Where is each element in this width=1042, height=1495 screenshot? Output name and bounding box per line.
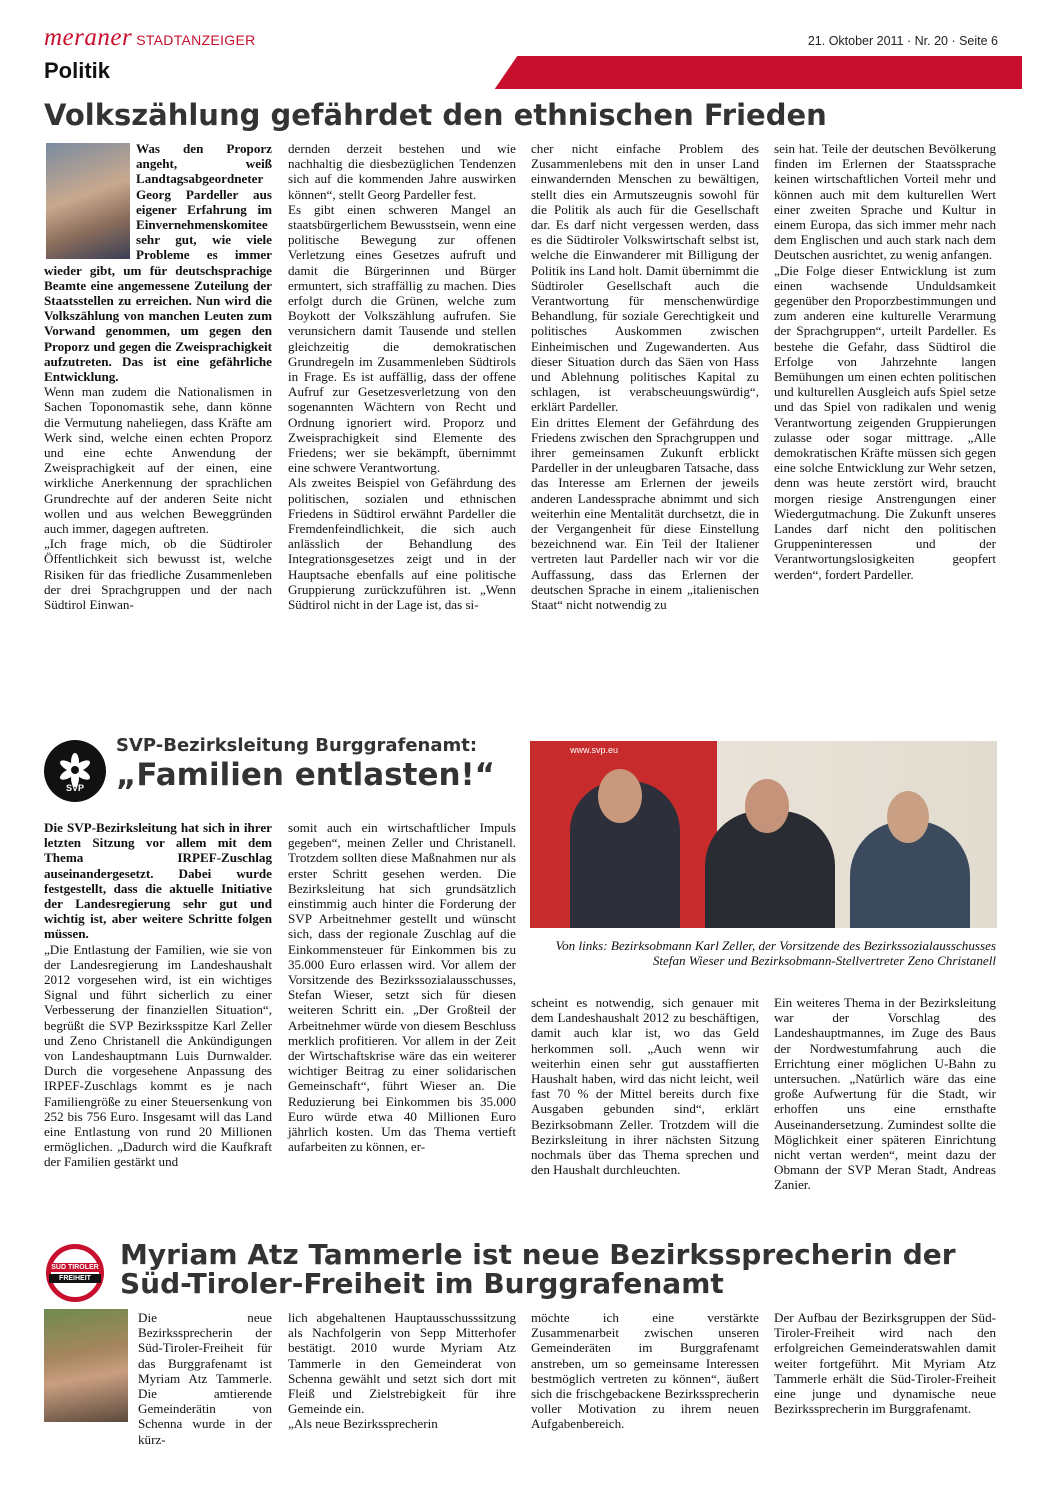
article1-headline: Volkszählung gefährdet den ethnischen Frieden [44, 98, 827, 132]
person-head [745, 779, 789, 833]
atz-tammerle-portrait [44, 1309, 128, 1422]
article1-paragraph: dernden derzeit bestehen und wie nachhaltig die diesbezüglichen Tendenzen sich auf die kommenden Jahre auswirken können“, stellt Georg Pardeller fest. [288, 141, 516, 202]
article1-paragraph: Ein drittes Element der Gefährdung des Friedens zwischen den Sprachgruppen und ihrer gemeinsamen Zukunft erblickt Pardeller in der unleugbaren Tatsache, dass das Interesse am Erlernen der jeweils anderen Landessprache abnimmt und sich weiterhin eine Mentalität durchsetzt, die in der Vergangenheit für diese Einstellung bezeichnend war. Ein Teil der Italiener vertreten laut Pardeller nach wir vor die Auffassung, dass das Erlernen der deutschen Sprache in einem „italienischen Staat“ nicht notwendig zu [531, 414, 759, 613]
article2-paragraph: Ein weiteres Thema in der Bezirksleitung war der Vorschlag des Landeshauptmannes, im Zuge des Baus der Nordwestumfahrung auch die Errichtung einer möglichen U-Bahn zu untersuchen. „Natürlich wäre das eine große Aufwertung für die Stadt, wir erhoffen uns eine ernsthafte Auseinandersetzung. Zumindest sollte die Möglichkeit einer späteren Einrichtung nicht vertan werden“, meint dazu der Obmann der SVP Meran Stadt, Andreas Zanier. [774, 995, 996, 1193]
article3-col1 [138, 1310, 272, 1447]
article2-col3 [531, 995, 759, 1177]
logo-line2: FREIHEIT [49, 1274, 101, 1283]
svp-logo [44, 740, 106, 802]
masthead-name: meraner [44, 24, 133, 51]
article1-col1 [44, 141, 272, 612]
article2-paragraph: „Die Entlastung der Familien, wie sie von der Landesregierung im Landeshaushalt 2012 vorgesehen wird, ist ein wichtiges Signal und führt sicherlich zu einer Verbesserung der finanziellen Situation“, begrüßt die SVP Bezirksspitze Karl Zeller und Zeno Christanell die Ankündigungen von Landeshauptmann Luis Durnwalder. Durch die vorgesehene Anpassung des IRPEF-Zuschlags kommt es je nach Familiengröße zu einer Steuersenkung von 252 bis 756 Euro. Insgesamt will das Land eine Entlastung von rund 20 Millionen ermöglichen. „Dadurch wird die Kaufkraft der Familien gestärkt und [44, 941, 272, 1170]
article1-lede: Was den Proporz angeht, weiß Landtagsabgeordneter Georg Pardeller aus eigener Erfahrung im Einvernehmenskomitee sehr gut, wie viele Probleme es immer wieder gibt, um für deutschsprachige Beamte eine angemessene Zuteilung der Staatsstellen zu erreichen. Nun wird die Volkszählung von manchen Leuten zum Vorwand genommen, um gegen den Proporz und gegen die Zweisprachigkeit aufzutreten. Das ist eine gefährliche Entwicklung. [44, 141, 272, 385]
photo-caption: Von links: Bezirksobmann Karl Zeller, der Vorsitzende des Bezirkssozialausschusses Stefan Wieser und Bezirksobmann-Stellvertreter Zeno Christanell [555, 938, 996, 969]
article2-lede: Die SVP-Bezirksleitung hat sich in ihrer letzten Sitzung vor allem mit dem Thema IRPEF-Zuschlag auseinandergesetzt. Dabei wurde festgestellt, dass die aktuelle Initiative der Landesregierung sehr gut und wichtig ist, aber weitere Schritte folgen müssen. [44, 820, 272, 942]
person-head [598, 769, 642, 823]
article3-headline: Myriam Atz Tammerle ist neue Bezirkssprecherin der Süd-Tiroler-Freiheit im Burggrafenamt [120, 1238, 956, 1300]
article1-paragraph: „Die Folge dieser Entwicklung ist zum einen wachsende Unduldsamkeit gegenüber den Proporzbestimmungen und zum anderen eine kulturelle Verarmung der Sprachgruppen“, urteilt Pardeller. Es bestehe die Gefahr, dass Südtirol die Erfolge von Jahrzehnte langen Bemühungen um einen echten politischen und kulturellen Ausgleich aufs Spiel setze und das Spiel von radikalen und wenig Verantwortung zeigenden Gruppierungen zulasse oder sogar mittrage. „Alle demokratischen Kräfte müssen sich gegen eine solche Entwicklung zur Wehr setzen, denn was heute zerstört wird, braucht morgen riesige Anstrengungen einer Wiedergutmachung. Die Zukunft unseres Landes darf nicht den politischen Gruppeninteressen und der Verantwortungslosigkeiten geopfert werden“, fordert Pardeller. [774, 262, 996, 582]
article3-col2 [288, 1310, 516, 1432]
article1-col4 [774, 141, 996, 582]
article1-paragraph: „Ich frage mich, ob die Südtiroler Öffentlichkeit sich bewusst ist, welche Risiken für das friedliche Zusammenleben der drei Sprachgruppen und der nach Südtirol Einwan- [44, 536, 272, 613]
article1-paragraph: cher nicht einfache Problem des Zusammenlebens mit den in unser Land einwandernden Menschen zu bewältigen, stellt dies ein Armutszeugnis sowohl für die Politik als auch für die Gesellschaft dar. Es darf nicht vergessen werden, dass es die Südtiroler Volkswirtschaft selbst ist, welche die Einwanderer mit Billigung der Politik ins Land holt. Damit übernimmt die Südtiroler Gesellschaft auch die Verantwortung für menschenwürdige Behandlung, für soziale Gerechtigkeit und politisches Auskommen zwischen Einheimischen und Zugewanderten. Aus dieser Situation durch das Säen von Hass und Ablehnung politisches Kapital zu schlagen, ist verabscheuungswürdig“, erklärt Pardeller. [531, 141, 759, 415]
sued-tiroler-freiheit-logo [46, 1244, 104, 1302]
person-head [887, 791, 929, 843]
portrait-space [44, 141, 136, 259]
article1-paragraph: sein hat. Teile der deutschen Bevölkerung finden im Erlernen der Staatssprache keinen wirtschaftlichen Vorteil mehr und können auch mit dem kulturellen Wert einer zweiten Sprache und Kultur in einem Europa, das sich immer mehr nach dem Englischen und auch stark nach dem Deutschen ausrichtet, zu wenig anfangen. [774, 141, 996, 263]
article1-col2 [288, 141, 516, 612]
masthead-sub: STADTANZEIGER [136, 32, 256, 48]
article1-paragraph: Es gibt einen schweren Mangel an staatsbürgerlichem Bewusstsein, wenn eine politische Bewegung zur offenen Verletzung eines Gesetzes aufruft und damit die Bürgerinnen und Bürger ermuntert, sich straffällig zu machen. Dies erfolgt durch die Grünen, welche zum Boykott der Volkszählung aufrufen. Sie verunsichern damit Tausende und stellen gleichzeitig die demokratischen Grundregeln im Zusammenleben Südtirols in Frage. Es ist auffällig, dass der offene Aufruf zur Gesetzesverletzung von den sogenannten Wächtern von Recht und Ordnung ignoriert wird. Proporz und Zweisprachigkeit sind Elemente des Friedens; wer sie bekämpft, übernimmt eine schwere Verantwortung. [288, 201, 516, 476]
article3-col4 [774, 1310, 996, 1416]
article2-paragraph: somit auch ein wirtschaftlicher Impuls gegeben“, meinen Zeller und Christanell. Trotzdem sollten diese Maßnahmen nur als erster Schritt gesehen werden. Die Bezirksleitung hat sich grundsätzlich einstimmig auch hinter die Forderung der SVP Arbeitnehmer gestellt und wünscht sich, dass der regionale Zuschlag auf die Einkommensteuer für Einkommen bis zu 35.000 Euro erlassen wird. Vor allem der Vorsitzende des Bezirkssozialausschusses, Stefan Wieser, setzt sich für diesen weiteren Schritt ein. „Der Großteil der Arbeitnehmer würde von diesem Beschluss merklich profitieren. Vor allem in der Zeit der Wirtschaftskrise wäre das ein weiterer wichtiger Beitrag zu einer solidarischen Gemeinschaft“, führt Wieser an. Die Reduzierung bei Einkommen bis 35.000 Euro würde etwa 40 Millionen Euro jährlich kosten. Um das Thema vertieft aufarbeiten zu können, er- [288, 820, 516, 1155]
svp-logo-text: SVP [65, 783, 84, 793]
logo-line1: SÜD TIROLER [49, 1263, 101, 1272]
article2-col4 [774, 995, 996, 1193]
article1-paragraph: Als zweites Beispiel von Gefährdung des politischen, sozialen und ethnischen Friedens in Südtirol erwähnt Pardeller die Fremdenfeindlichkeit, die sich auch anlässlich der Behandlung des Integrationsgesetzes zeigt und in der Hauptsache ebenfalls auf eine politische Gruppierung zurückzuführen ist. „Wenn Südtirol nicht in der Lage ist, das si- [288, 475, 516, 613]
photo-url-text: www.svp.eu [570, 745, 619, 755]
svp-group-photo [530, 741, 997, 928]
article2-kicker: SVP-Bezirksleitung Burggrafenamt: [116, 735, 478, 756]
article2-headline: „Familien entlasten!“ [116, 757, 496, 793]
article1-col3 [531, 141, 759, 612]
article2-col1 [44, 820, 272, 1170]
article3-paragraph: Der Aufbau der Bezirksgruppen der Süd-Tiroler-Freiheit wird nach den erfolgreichen Gemeinderatswahlen damit weiter fortgeführt. Mit Myriam Atz Tammerle erhält die Süd-Tiroler-Freiheit eine junge und dynamische neue Bezirkssprecherin im Burggrafenamt. [774, 1310, 996, 1417]
article3-col3 [531, 1310, 759, 1432]
article3-paragraph: Die neue Bezirkssprecherin der Süd-Tiroler-Freiheit für das Burggrafenamt ist Myriam Atz Tammerle. Die amtierende Gemeinderätin von Schenna wurde in der kürz- [138, 1310, 272, 1447]
dateline: 21. Oktober 2011 · Nr. 20 · Seite 6 [807, 34, 998, 48]
article2-paragraph: scheint es notwendig, sich genauer mit dem Landeshaushalt 2012 zu beschäftigen, damit auch klar ist, wo das Geld herkommen soll. „Auch wenn wir weiterhin einen sehr gut ausstaffierten Haushalt haben, wird das nicht leicht, weil fast 70 % der Mittel bereits durch fixe Ausgaben gebunden sind“, erklärt Bezirksobmann Zeller. Trotzdem will die Bezirksleitung in ihrer nächsten Sitzung nochmals über das Thema sprechen und den Haushalt durchleuchten. [531, 995, 759, 1178]
article2-col2 [288, 820, 516, 1154]
section-label: Politik [44, 58, 111, 83]
masthead [44, 24, 256, 52]
article3-paragraph: „Als neue Bezirkssprecherin [288, 1416, 438, 1432]
article3-paragraph: möchte ich eine verstärkte Zusammenarbeit zwischen unseren Gemeinderäten im Burggrafenamt anstreben, um so gemeinsame Interessen bestmöglich vertreten zu können“, äußert sich die frischgebackene Bezirkssprecherin voller Motivation zu ihrem neuen Aufgabenbereich. [531, 1310, 759, 1432]
article1-paragraph: Wenn man zudem die Nationalismen in Sachen Toponomastik sehe, dann könne die Vermutung naheliegen, dass Kräfte am Werk sind, welche einen echten Proporz und eine echte Anwendung der Zweisprachigkeit auf der einen, eine wirkliche Anerkennung der sprachlichen Grundrechte auf der anderen Seite nicht wollen und aus welchen Beweggründen auch immer, dagegen auftreten. [44, 384, 272, 537]
article3-paragraph: lich abgehaltenen Hauptausschusssitzung als Nachfolgerin von Sepp Mitterhofer bestätigt. 2010 wurde Myriam Atz Tammerle in den Gemeinderat von Schenna gewählt und setzt sich dort mit Fleiß und Zielstrebigkeit für ihre Gemeinde ein. [288, 1310, 516, 1417]
